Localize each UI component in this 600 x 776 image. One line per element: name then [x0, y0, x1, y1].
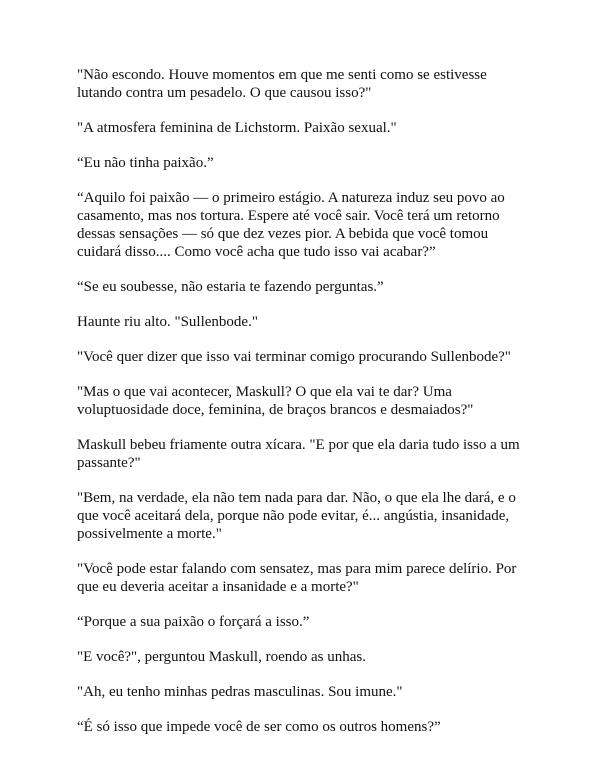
paragraph: “Aquilo foi paixão — o primeiro estágio. A natureza induz seu povo ao casamento, mas nos tortura. Espere até você sair. Você terá um retorno dessas sensações — só que dez vezes pior. A bebida que você tomou cuidará disso.... Como você acha que tudo isso vai acabar?”: [77, 190, 505, 260]
paragraph: “Eu não tinha paixão.”: [77, 155, 214, 171]
paragraph: "E você?", perguntou Maskull, roendo as unhas.: [77, 649, 366, 665]
paragraph: “É só isso que impede você de ser como os outros homens?”: [77, 719, 441, 735]
paragraph: "Bem, na verdade, ela não tem nada para dar. Não, o que ela lhe dará, e o que você aceitará dela, porque não pode evitar, é... angústia, insanidade, possivelmente a morte.": [77, 490, 516, 542]
paragraph: Haunte riu alto. "Sullenbode.": [77, 314, 258, 330]
paragraph: "Mas o que vai acontecer, Maskull? O que ela vai te dar? Uma voluptuosidade doce, feminina, de braços brancos e desmaiados?": [77, 384, 474, 418]
paragraph: "Você pode estar falando com sensatez, mas para mim parece delírio. Por que eu deveria aceitar a insanidade e a morte?": [77, 561, 517, 595]
paragraph: "A atmosfera feminina de Lichstorm. Paixão sexual.": [77, 120, 397, 136]
text-column: [77, 66, 527, 753]
paragraph: "Não escondo. Houve momentos em que me senti como se estivesse lutando contra um pesadelo. O que causou isso?": [77, 67, 487, 101]
paragraph: "Ah, eu tenho minhas pedras masculinas. Sou imune.": [77, 684, 403, 700]
paragraph: Maskull bebeu friamente outra xícara. "E por que ela daria tudo isso a um passante?": [77, 437, 520, 471]
paragraph: “Porque a sua paixão o forçará a isso.”: [77, 614, 310, 630]
paragraph: “Se eu soubesse, não estaria te fazendo perguntas.”: [77, 279, 384, 295]
paragraph: "Você quer dizer que isso vai terminar comigo procurando Sullenbode?": [77, 349, 511, 365]
